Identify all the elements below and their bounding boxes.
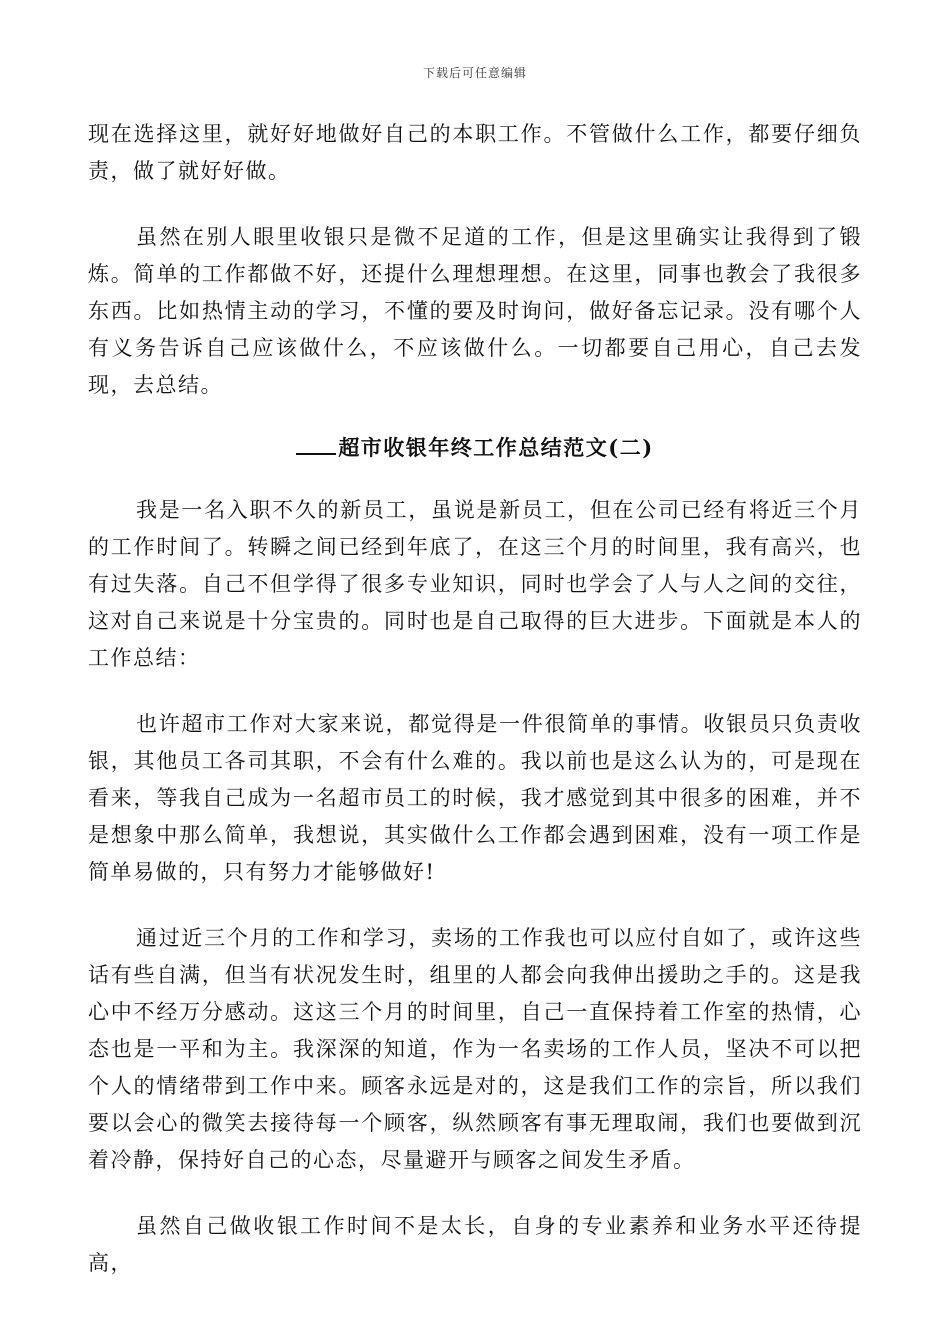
paragraph-intro: 我是一名入职不久的新员工，虽说是新员工，但在公司已经有将近三个月的工作时间了。转瞬之间已经到年底了，在这三个月的时间里，我有高兴，也有过失落。自己不但学得了很多专业知识，同时也学会了人与人之间的交往，这对自己来说是十分宝贵的。同时也是自己取得的巨大进步。下面就是本人的工作总结： bbox=[88, 498, 862, 670]
header-note: 下载后可任意编辑 bbox=[422, 66, 527, 80]
paragraph-experience: 通过近三个月的工作和学习，卖场的工作我也可以应付自如了，或许这些话有些自满，但当有状况发生时，组里的人都会向我伸出援助之手的。这是我心中不经万分感动。这这三个月的时间里，自己一直保持着工作室的热情，心态也是一平和为主。我深深的知道，作为一名卖场的工作人员，坚决不可以把个人的情绪带到工作中来。顾客永远是对的，这是我们工作的宗旨，所以我们要以会心的微笑去接待每一个顾客，纵然顾客有事无理取闹，我们也要做到沉着冷静，保持好自己的心态，尽量避开与顾客之间发生矛盾。 bbox=[88, 926, 862, 1172]
section-title bbox=[88, 429, 862, 466]
paragraph-continued: 现在选择这里，就好好地做好自己的本职工作。不管做什么工作，都要仔细负责，做了就好好做。 bbox=[88, 122, 862, 183]
title-blank-line bbox=[296, 435, 336, 455]
document-body bbox=[88, 116, 862, 1311]
section-title-text: 超市收银年终工作总结范文(二) bbox=[338, 435, 654, 460]
paragraph-difficulty: 也许超市工作对大家来说，都觉得是一件很简单的事情。收银员只负责收银，其他员工各司其职，不会有什么难的。我以前也是这么认为的，可是现在看来，等我自己成为一名超市员工的时候，我才感觉到其中很多的困难，并不是想象中那么简单，我想说，其实做什么工作都会遇到困难，没有一项工作是简单易做的，只有努力才能够做好! bbox=[88, 712, 862, 884]
paragraph-closing: 虽然自己做收银工作时间不是太长，自身的专业素养和业务水平还待提高， bbox=[88, 1214, 862, 1275]
paragraph-cashier-training: 虽然在别人眼里收银只是微不足道的工作，但是这里确实让我得到了锻炼。简单的工作都做不好，还提什么理想理想。在这里，同事也教会了我很多东西。比如热情主动的学习，不懂的要及时询问，做好备忘记录。没有哪个人有义务告诉自己应该做什么，不应该做什么。一切都要自己用心，自己去发现，去总结。 bbox=[88, 225, 862, 397]
